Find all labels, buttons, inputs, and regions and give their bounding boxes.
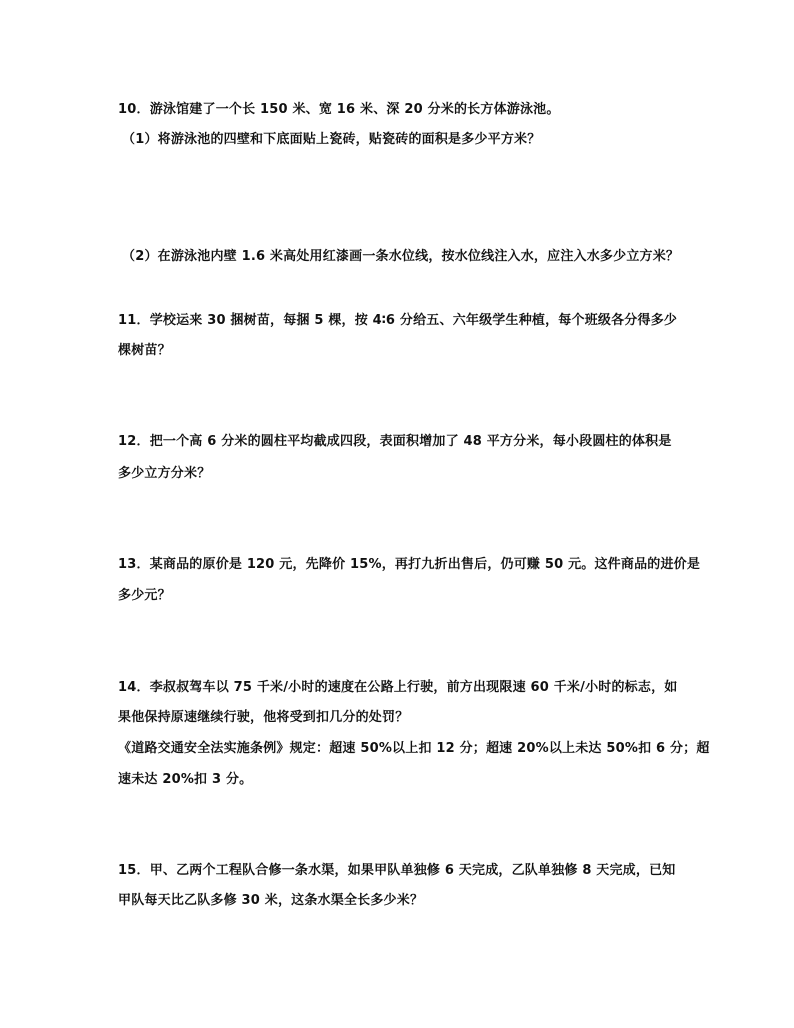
question-10-part-1: （1）将游泳池的四壁和下底面贴上瓷砖，贴瓷砖的面积是多少平方米？ [122, 132, 541, 147]
question-15-line-2: 甲队每天比乙队多修 30 米，这条水渠全长多少米？ [118, 893, 424, 908]
question-12-line-2: 多少立方分米？ [118, 466, 211, 481]
question-14-line-2: 果他保持原速继续行驶，他将受到扣几分的处罚？ [118, 710, 409, 725]
question-11-line-1: 11．学校运来 30 捆树苗，每捆 5 棵，按 4∶6 分给五、六年级学生种植，每个班级各分得多少 [118, 313, 678, 328]
question-14-line-1: 14．李叔叔驾车以 75 千米/小时的速度在公路上行驶，前方出现限速 60 千米/小时的标志，如 [118, 680, 678, 695]
question-10-stem: 10．游泳馆建了一个长 150 米、宽 16 米、深 20 分米的长方体游泳池。 [118, 102, 560, 117]
question-13-line-2: 多少元？ [118, 588, 171, 603]
question-11-line-2: 棵树苗？ [118, 343, 171, 358]
question-13-line-1: 13．某商品的原价是 120 元，先降价 15%，再打九折出售后，仍可赚 50 元。这件商品的进价是 [118, 557, 701, 572]
question-15-line-1: 15．甲、乙两个工程队合修一条水渠，如果甲队单独修 6 天完成，乙队单独修 8 天完成，已知 [118, 863, 676, 878]
question-14-line-3: 《道路交通安全法实施条例》规定：超速 50%以上扣 12 分；超速 20%以上未达 50%扣 6 分；超 [118, 741, 710, 756]
question-14-line-4: 速未达 20%扣 3 分。 [118, 772, 253, 787]
question-12-line-1: 12．把一个高 6 分米的圆柱平均截成四段，表面积增加了 48 平方分米，每小段圆柱的体积是 [118, 434, 672, 449]
question-10-part-2: （2）在游泳池内壁 1.6 米高处用红漆画一条水位线，按水位线注入水，应注入水多少立方米？ [122, 249, 680, 264]
